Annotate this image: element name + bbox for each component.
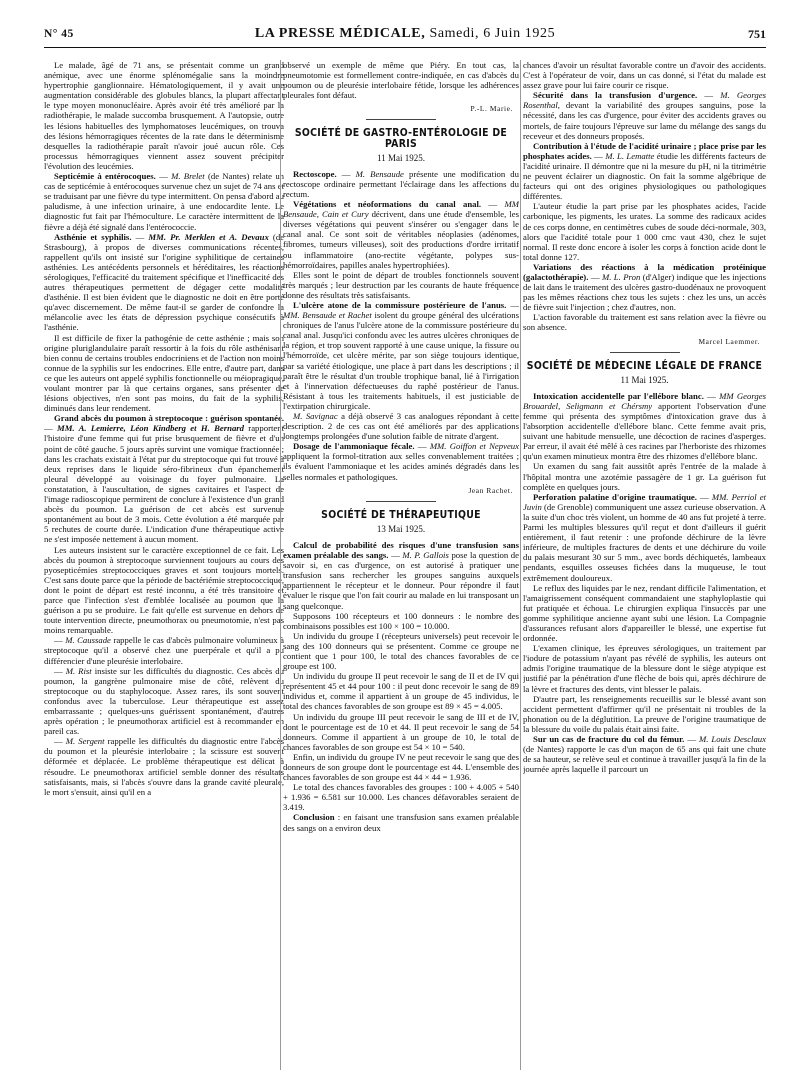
article-text: pose la question de savoir si, en cas d'urgence, on est autorisé à pratiquer une transfusion sans rechercher les groupes sanguins auxquels appartiennent le récepteur et le donneur. Pour répondre il faut évaluer le risque que l'on fait courir au malade en lui transposant un sang quelconque. — [283, 550, 519, 611]
author: M. Bensaude — [355, 168, 404, 179]
column-3 — [523, 60, 766, 1070]
article-text: rappelle le cas d'abcès pulmonaire volumineux à streptocoque qu'il a observé chez une puerpérale et qu'il a pu différencier d'une pleurésie interlobaire. — [44, 635, 284, 666]
column-divider — [520, 60, 521, 1070]
author: M. L. Pron — [601, 271, 641, 282]
author: MM Bensaude, Cain et Cury — [283, 199, 519, 220]
journal-title — [44, 26, 766, 42]
paragraph: Supposons 100 récepteurs et 100 donneurs : le nombre des combinaisons possibles est 100 × 100 = 10.000. — [283, 610, 519, 631]
paragraph: — M. Rist insiste sur les difficultés du diagnostic. Ces abcès du poumon, la gangrène pulmonaire mise de côté, relèvent du streptocoque ou du staphylocoque. Assez rares, ils sont souvent confondus avec la tuberculose. Leur thérapeutique est assez embarrassante ; quelques-uns guérissent spontanément, d'autres après opération ; le pneumothorax artificiel est à recommander en pareil cas. — [44, 665, 284, 737]
section-rule — [366, 501, 436, 502]
author: M. Sergent — [65, 736, 105, 747]
signature: Marcel Laemmer. — [698, 336, 760, 346]
author: MM Georges Brouardel, Seligmann et Chérsmy — [523, 390, 766, 411]
section-date: 11 Mai 1925. — [620, 374, 669, 385]
issue-date: Samedi, 6 Juin 1925 — [429, 26, 556, 41]
paragraph: Un individu du groupe I (récepteurs universels) peut recevoir le sang des 100 donneurs qui se présentent. Comme ce groupe ne contient que 1 pour 100, le total des chances favorables de ce groupe est 100. — [283, 630, 519, 672]
paragraph: Les auteurs insistent sur le caractère exceptionnel de ce fait. Les abcès du poumon à streptocoque surviennent toujours au cours des pyosepticémies streptococciques graves et sont toujours mortels. C'est sans doute parce que la période de bactériémie streptococcique, dont le point de départ est resté inconnu, a été très transitoire et parce que l'infection s'est d'emblée localisée au poumon que la guérison a pu se produire. Le fait qu'elle est survenue en dehors de toute intervention directe, pneumothorax ou pneumotomie, n'est pas moins remarquable. — [44, 544, 284, 636]
paragraph: Un individu du groupe II peut recevoir le sang de II et de IV qui représentent 45 et 44 pour 100 : il peut donc recevoir le sang de 89 individus et, comme il appartient à un groupe de 45 individus, le total des chances favorables de son groupe est 89 × 45 = 4.005. — [283, 671, 519, 712]
paragraph: Calcul de probabilité des risques d'une transfusion sans examen préalable des sangs. — M. P. Gallois pose la question de savoir si, en cas d'urgence, on est autorisé à pratiquer une transfusion sans rechercher les groupes sanguins auxquels appartiennent le récepteur et le donneur. Pour répondre il faut évaluer le risque que l'on fait courir au malade en lui transposant un sang quelconque. — [283, 539, 519, 611]
article-heading: Calcul de probabilité des risques d'une transfusion sans examen préalable des sangs. — [283, 539, 519, 561]
paragraph: Un examen du sang fait aussitôt après l'entrée de la malade à l'hôpital montra une azotémie passagère de 1 gr. La guérison fut complète en quelques jours. — [523, 461, 766, 492]
paragraph: Perforation palatine d'origine traumatique. — MM. Perriol et Juvin (de Grenoble) communiquent une assez curieuse observation. A la suite d'un choc très violent, un homme de 40 ans fut projeté à terre. Parmi les multiples blessures qu'il reçut et dont d'ailleurs il guérit entièrement, il faut retenir : une profonde déchirure de la lèvre inférieure, de multiples fractures de dents et une déchirure du voile du palais mesurant 30 sur 5 mm., avec bords déchiquetés, lambeaux pendants, esquilles osseuses fichées dans la muqueuse, le tout extrêmement douloureux. — [523, 491, 766, 583]
article-heading: Conclusion — [293, 812, 335, 823]
paragraph: Le total des chances favorables des groupes : 100 + 4.005 + 540 + 1.936 = 6.581 sur 10.000. Les chances défavorables seraient de 3.419. — [283, 782, 519, 813]
paragraph: Variations des réactions à la médication protéinique (galactothérapie). — M. L. Pron (d'Alger) indique que les injections de lait dans le traitement des ulcères gastro-duodénaux ne provoquent pas les mêmes réactions chez tous les sujets : chez les uns, un accès de fièvre suit l'injection ; chez d'autres, non. — [523, 261, 766, 313]
section-title: SOCIÉTÉ DE GASTRO-ENTÉROLOGIE DE PARIS — [294, 127, 508, 150]
paragraph: — M. Sergent rappelle les difficultés du diagnostic entre l'abcès du poumon et la pleurésie interlobaire ; la scissure est souvent déformée et déplacée. Le problème thérapeutique est délicat à résoudre. Le pneumothorax artificiel semble donner des résultats satisfaisants, mais, si l'abcès s'ouvre dans la grande cavité pleurale, le mort s'ensuit, ainsi qu'il en a — [44, 736, 284, 797]
article-text: (d'Alger) indique que les injections de lait dans le traitement des ulcères gastro-duodénaux ne provoquent pas les mêmes réactions chez tous les sujets : chez les uns, un accès de fièvre suit l'injection ; chez d'autres, non. — [523, 271, 766, 313]
article-text: apportent l'observation d'une femme qui présenta des symptômes d'intoxication grave dus à l'absorption accidentelle d'ellébore blanc. Cette femme avait pris, suivant une habitude mensuelle, une décoction de racines d'asperges. Par erreur, il avait été mêlé à ces racines par l'herboriste des rhizomes qu'un examen minutieux montra être des rhizomes d'ellébore blanc. — [523, 400, 766, 462]
paragraph: chances d'avoir un résultat favorable contre un d'avoir des accidents. C'est à l'opérateur de voir, dans un cas donné, si l'état du malade est assez grave pour lui faire courir ce risque. — [523, 60, 766, 91]
header-rule — [44, 47, 766, 48]
section-date: 13 Mai 1925. — [376, 523, 426, 534]
section-date: 11 Mai 1925. — [377, 152, 425, 163]
author: MM. A. Lemierre, Léon Kindberg et H. Bernard — [56, 423, 245, 434]
section-rule — [610, 352, 680, 353]
article-heading: Perforation palatine d'origine traumatique. — [533, 491, 697, 502]
article-heading: Rectoscope. — [293, 168, 337, 179]
page-number: 751 — [748, 27, 766, 41]
paragraph: Un individu du groupe III peut recevoir le sang de III et de IV, dont le pourcentage est de 10 et 44. Il peut recevoir le sang de 54 donneurs. Comme il appartient à un groupe de 10, le total de chances favorables de son groupe est 54 × 10 = 540. — [283, 711, 519, 752]
article-text: appliquent la formol-titration aux selles convenablement traitées ; ils évaluent l'ammoniaque et les acides aminés dégradés dans les selles normales et pathologiques. — [283, 451, 519, 482]
author: M. Louis Desclaux — [699, 734, 766, 744]
article-text: rapportent l'histoire d'une femme qui fut prise brusquement de fièvre et d'un point de côté gauche. 5 jours après survint une vomique fractionnée ; dans les crachats existait à l'état pur du streptocoque qui fut trouvé à deux reprises dans le liquide séro-fibrineux d'un épanchement pleural développé au voisinage du foyer pulmonaire. La constatation, à l'auscultation, de signes cavitaires et l'aspect de l'image radioscopique permirent de conclure à l'existence d'un grand abcès du poumon. La guérison de cet abcès est survenue spontanément au bout de 3 mois. Cette évolution a été marquée par 5 rechutes de courte durée. L'indication d'une thérapeutique active ne s'est imposée nettement à aucun moment. — [44, 423, 284, 545]
author: MM. Perriol et Juvin — [523, 491, 766, 512]
page-header — [44, 26, 766, 44]
article-text: (de Strasbourg), à propos de diverses communications récentes, rappellent qu'ils ont insisté sur l'origine syphilitique de certaines asthénies. Les antécédents personnels et héréditaires, les réactions sérologiques, l'efficacité du traitement spécifique et l'inefficacité des autres thérapeutiques permettent de dégager cette modalité d'asthénie. Il est bien évident que le diagnostic ne doit en être porté qu'avec discernement. De même faut-il se garder de confondre la mélancolie avec les états de dépression psychique consécutifs à l'asthénie. — [44, 231, 284, 333]
author: MM. Goiffon et Nepveux — [429, 441, 519, 452]
author: M. Savignac — [293, 411, 338, 421]
column-divider — [280, 60, 281, 1070]
paragraph: Asthénie et syphilis. — MM. Pr. Merklen et A. Devaux (de Strasbourg), à propos de diverses communications récentes, rappellent qu'ils ont insisté sur l'origine syphilitique de certaines asthénies. Les antécédents personnels et héréditaires, les réactions sérologiques, l'efficacité du traitement spécifique et l'inefficacité des autres thérapeutiques permettent de dégager cette modalité d'asthénie. Il est bien évident que le diagnostic ne doit en être porté qu'avec discernement. De même faut-il se garder de confondre la mélancolie avec les états de dépression psychique consécutifs à l'asthénie. — [44, 231, 284, 333]
author: MM. Bensaude et Rachet — [283, 310, 372, 321]
article-heading: L'ulcère atone de la commissure postérieure de l'anus. — [293, 299, 507, 310]
article-text: étudie les différents facteurs de l'acidité urinaire. Il démontre que ni la mesure du pH, ni la titrimétrie ne peuvent éclairer un diagnostic. On fait la somme algébrique de facteurs qui ont des origines physiologiques ou pathologiques différentes. — [523, 150, 766, 202]
author: M. Caussade — [65, 635, 111, 646]
article-text: isolent du groupe général des ulcérations chroniques de l'anus l'ulcère atone de la commissure postérieure du canal anal. Jusqu'ici confondu avec les autres ulcères chroniques de la région, et trop souvent rapporté à une cause unique, la fissure ou l'hémorroïde, cet ulcère mérite, par son siège toujours identique, par sa variété étiologique, une place à part dans les descriptions ; il paraît être le résultat d'un trouble trophique banal, lié à l'irrigation et à l'innervation défectueuses du raphé postérieur de l'anus. Résistant à tous les traitements habituels, il est justiciable de l'extirpation chirurgicale. — [283, 310, 519, 411]
article-text: a déjà observé 3 cas analogues répondant à cette description. 2 de ces cas ont été améliorés par des applications longtemps prolongées d'une solution faible de nitrate d'argent. — [283, 411, 519, 442]
section-title: SOCIÉTÉ DE THÉRAPEUTIQUE — [321, 508, 481, 521]
issue-number: N° 45 — [44, 28, 74, 40]
article-heading: Intoxication accidentelle par l'ellébore blanc. — [533, 390, 704, 401]
article-text: décrivent, dans une étude d'ensemble, les diverses végétations qui peuvent s'insérer ou s'engager dans le canal anal. Ce sont soit de véritables néoplasies (adénomes, fibromes, tumeurs villeuses), soit des productions d'ordre irritatif ou inflammatoire (ano-rectite végétante, polypes sus-hémorroïdaires, papilles anales hypertrophiées). — [283, 209, 519, 270]
paragraph: Le reflux des liquides par le nez, rendant difficile l'alimentation, et l'amaigrissement conséquent commandaient une staphyloplastie qui fut pratiquée et échoua. Le chirurgien expliqua l'insuccès par une gomme syphilitique ancienne ayant subi une lésion. La Compagnie d'assurances refusant alors d'appareiller le blessé, une expertise fut ordonnée. — [523, 582, 766, 644]
paragraph: Rectoscope. — M. Bensaude présente une modification du rectoscope ordinaire permettant l'éclairage dans les affections du rectum. — [283, 168, 519, 199]
column-1 — [44, 60, 284, 1070]
article-heading: Contribution à l'étude de l'acidité urinaire ; place prise par les phosphates acides. — [523, 140, 766, 161]
paragraph: — M. Caussade rappelle le cas d'abcès pulmonaire volumineux à streptocoque qu'il a observé chez une puerpérale et qu'il a pu différencier d'une pleurésie interlobaire. — [44, 635, 284, 666]
paragraph: Dosage de l'ammoniaque fécale. — MM. Goiffon et Nepveux appliquent la formol-titration aux selles convenablement traitées ; ils évaluent l'ammoniaque et les acides aminés dégradés dans les selles normales et pathologiques. — [283, 441, 519, 482]
article-heading: Végétations et néoformations du canal anal. — [293, 199, 482, 210]
paragraph: Végétations et néoformations du canal anal. — MM Bensaude, Cain et Cury décrivent, dans une étude d'ensemble, les diverses végétations qui peuvent s'insérer ou s'engager dans le canal anal. Ce sont soit de véritables néoplasies (adénomes, fibromes, tumeurs villeuses), soit des productions d'ordre irritatif ou inflammatoire (ano-rectite végétante, polypes sus-hémorroïdaires, papilles anales hypertrophiées). — [283, 199, 519, 270]
article-text: présente une modification du rectoscope ordinaire permettant l'éclairage dans les affections du rectum. — [283, 168, 519, 199]
article-text: (de Nantes) rapporte le cas d'un maçon de 65 ans qui fait une chute de sa hauteur, se relève seul et continue à travailler jusqu'à la fin de la journée après laquelle il parcourt un — [523, 744, 766, 775]
paragraph: Intoxication accidentelle par l'ellébore blanc. — MM Georges Brouardel, Seligmann et Chérsmy apportent l'observation d'une femme qui présenta des symptômes d'intoxication grave dus à l'absorption accidentelle d'ellébore blanc. Cette femme avait pris, suivant une habitude mensuelle, une décoction de racines d'asperges. Par erreur, il avait été mêlé à ces racines par l'herboriste des rhizomes qu'un examen minutieux montra être des rhizomes d'ellébore blanc. — [523, 390, 766, 462]
section-rule — [366, 119, 436, 120]
signature: P.-L. Marie. — [470, 104, 513, 114]
paragraph: Le malade, âgé de 71 ans, se présentait comme un grand anémique, avec une énorme splénomégalie sans la moindre hypertrophie ganglionnaire. Hématologiquement, il y avait une augmentation considérable des globules blancs, la plupart affectant le type moyen mononucléaire. Après avoir été très amélioré par la radiothérapie, le malade succomba brusquement. A l'autopsie, outre les lésions habituelles des lymphomatoses leucémiques, on trouva des lésions hémorragiques récentes de la rate dans le déterminisme desquelles la radiothérapie paraît n'avoir joué aucun rôle. Ces processus hémorragiques viennent assez souvent précipiter l'évolution des leucémies. — [44, 60, 284, 171]
paragraph: Sécurité dans la transfusion d'urgence. — M. Georges Rosenthal, devant la variabilité des groupes sanguins, pose la nécessité, dans les cas d'urgence, pour éviter des accidents graves ou mortels, de faire toujours l'épreuve sur lame du mélange des sangs du receveur et des donneurs proposés. — [523, 90, 766, 141]
signature: Jean Rachet. — [468, 485, 513, 495]
article-text: , devant la variabilité des groupes sanguins, pose la nécessité, dans les cas d'urgence, pour éviter des accidents graves ou mortels, de faire toujours l'épreuve sur lame du mélange des sangs du receveur et des donneurs proposés. — [523, 100, 766, 141]
author: M. Brelet — [171, 171, 205, 182]
article-text: (de Grenoble) communiquent une assez curieuse observation. A la suite d'un choc très violent, un homme de 40 ans fut projeté à terre. Parmi les multiples blessures qu'il reçut et dont d'ailleurs il guérit entièrement, il faut retenir : une profonde déchirure de la lèvre inférieure, de multiples fractures de dents et une déchirure du voile du palais mesurant 30 sur 5 mm., avec bords déchiquetés, lambeaux pendants, esquilles osseuses fichées dans la muqueuse, le tout extrêmement douloureux. — [523, 501, 766, 583]
article-heading: Grand abcès du poumon à streptocoque : guérison spontanée. — [54, 413, 284, 424]
article-text: (de Nantes) relate un cas de septicémie à entérocoques survenue chez un sujet de 74 ans et se traduisant par une fièvre du type intermittent. On pensa d'abord au paludisme, à une infection urinaire, à une endocardite lente. Le diagnostic fut fait par l'hémoculture. Le caractère intermittent de la fièvre a déjà été signalé dans l'entérococcie. — [44, 171, 284, 232]
paragraph: Grand abcès du poumon à streptocoque : guérison spontanée. — MM. A. Lemierre, Léon Kindberg et H. Bernard rapportent l'histoire d'une femme qui fut prise brusquement de fièvre et d'un point de côté gauche. 5 jours après survint une vomique fractionnée ; dans les crachats existait à l'état pur du streptocoque qui fut trouvé à deux reprises dans le liquide séro-fibrineux d'un épanchement pleural développé au voisinage du foyer pulmonaire. La constatation, à l'auscultation, de signes cavitaires et l'aspect de l'image radioscopique permirent de conclure à l'existence d'un grand abcès du poumon. La guérison de cet abcès est survenue spontanément au bout de 3 mois. Cette évolution a été marquée par 5 rechutes de courte durée. L'indication d'une thérapeutique active ne s'est imposée nettement à aucun moment. — [44, 413, 284, 545]
paragraph: Il est difficile de fixer la pathogénie de cette asthénie ; mais son origine pluriglandulaire paraît ressortir à la fois du rôle asthénisant bien connu de certains troubles endocriniens et de l'action non moins connue de la syphilis sur les endocrines. Elle entre, d'autre part, dans ce que les auteurs ont appelé syphilis fonctionnelle ou méiopragique, voulant montrer par là que certains organes, sans présenter de lésions objectives, n'en sont pas moins, du fait de la syphilis, diminués dans leur rendement. — [44, 332, 284, 414]
article-heading: Asthénie et syphilis. — [54, 231, 132, 242]
author: M. L. Lematte — [605, 150, 655, 161]
paragraph: L'ulcère atone de la commissure postérieure de l'anus. — MM. Bensaude et Rachet isolent du groupe général des ulcérations chroniques de l'anus l'ulcère atone de la commissure postérieure du canal anal. Jusqu'ici confondu avec les autres ulcères chroniques de la région, et trop souvent rapporté à une cause unique, la fissure ou l'hémorroïde, cet ulcère mérite, par son siège toujours identique, par sa variété étiologique, une place à part dans les descriptions ; il paraît être le résultat d'un trouble trophique banal, lié à l'irrigation et à l'innervation défectueuses du raphé postérieur de l'anus. Résistant à tous les traitements habituels, il est justiciable de l'extirpation chirurgicale. — [283, 299, 519, 411]
article-heading: Variations des réactions à la médication protéinique (galactothérapie). — [523, 261, 766, 282]
paragraph — [283, 411, 519, 441]
article-heading: Sécurité dans la transfusion d'urgence. — [533, 90, 698, 101]
article-text: : en faisant une transfusion sans examen préalable des sangs on a environ deux — [283, 812, 519, 833]
article-text: insiste sur les difficultés du diagnostic. Ces abcès du poumon, la gangrène pulmonaire mise de côté, relèvent du streptocoque ou du staphylocoque. Assez rares, ils sont souvent confondus avec la tuberculose. Leur thérapeutique est assez embarrassante ; quelques-uns guérissent spontanément, d'autres après opération ; le pneumothorax artificiel est à recommander en pareil cas. — [44, 665, 284, 737]
article-heading: Septicémie à entérocoques. — [54, 171, 156, 182]
paragraph: L'examen clinique, les épreuves sérologiques, un traitement par l'iodure de potassium n'ayant pas révélé de syphilis, les auteurs ont admis l'origine traumatique de la blessure dont le siège atypique est justifié par la pénétration d'une flèche de bois qui, après déchirure de la lèvre et fractures des dents, vint blesser le palais. — [523, 643, 766, 694]
author: M. Rist — [65, 665, 92, 676]
paragraph: Contribution à l'étude de l'acidité urinaire ; place prise par les phosphates acides. — M. L. Lematte étudie les différents facteurs de l'acidité urinaire. Il démontre que ni la mesure du pH, ni la titrimétrie ne peuvent éclairer un diagnostic. On fait la somme algébrique de facteurs qui ont des origines physiologiques ou pathologiques différentes. — [523, 140, 766, 202]
section-title: SOCIÉTÉ DE MÉDECINE LÉGALE DE FRANCE — [526, 359, 763, 372]
journal-name: LA PRESSE MÉDICALE, — [254, 26, 426, 41]
paragraph: observé un exemple de même que Piéry. En tout cas, la pneumotomie est formellement contre-indiquée, en cas d'abcès du poumon ou de pleurésie interlobaire fétide, lorsque les adhérences pleurales font défaut. — [283, 60, 519, 101]
author: M. Georges Rosenthal — [523, 90, 766, 111]
paragraph: L'auteur étudie la part prise par les phosphates acides, l'acide carbonique, les pigments, les urates. La somme des radicaux acides de ces corps donne, en centimètres cubes de soude déci-normale, 303, alors que l'acidité totale pour 1 000 cmc vaut 430, chez le sujet normal. Il reste donc encore à isoler les corps à fonction acide dont le total donne 127. — [523, 201, 766, 262]
paragraph: D'autre part, les renseignements recueillis sur le blessé avant son accident permettent d'affirmer qu'il ne présentait ni troubles de la phonation ou de la déglutition. La preuve de l'origine traumatique de la blessure du voile du palais était ainsi faite. — [523, 693, 766, 734]
paragraph: L'action favorable du traitement est sans relation avec la fièvre ou son absence. — [523, 312, 766, 333]
author: M. P. Gallois — [402, 550, 449, 561]
article-heading: Sur un cas de fracture du col du fémur. — [533, 734, 685, 744]
paragraph — [283, 812, 519, 832]
paragraph: Enfin, un individu du groupe IV ne peut recevoir le sang que des donneurs de son groupe dont le pourcentage est 44. L'ensemble des chances favorables de son groupe est 44 × 44 = 1.936. — [283, 751, 519, 783]
author: MM. Pr. Merklen et A. Devaux — [148, 231, 269, 242]
paragraph: Elles sont le point de départ de troubles fonctionnels souvent très marqués ; leur destruction par les courants de haute fréquence donne des résultats très satisfaisants. — [283, 269, 519, 300]
article-heading: Dosage de l'ammoniaque fécale. — [293, 441, 415, 452]
paragraph: Septicémie à entérocoques. — M. Brelet (de Nantes) relate un cas de septicémie à entérocoques survenue chez un sujet de 74 ans et se traduisant par une fièvre du type intermittent. On pensa d'abord au paludisme, à une infection urinaire, à une endocardite lente. Le diagnostic fut fait par l'hémoculture. Le caractère intermittent de la fièvre a déjà été signalé dans l'entérococcie. — [44, 171, 284, 232]
column-2 — [283, 60, 519, 1070]
paragraph: Sur un cas de fracture du col du fémur. — M. Louis Desclaux (de Nantes) rapporte le cas d'un maçon de 65 ans qui fait une chute de sa hauteur, se relève seul et continue à travailler jusqu'à la fin de la journée après laquelle il parcourt un — [523, 734, 766, 775]
article-text: rappelle les difficultés du diagnostic entre l'abcès du poumon et la pleurésie interlobaire ; la scissure est souvent déformée et déplacée. Le problème thérapeutique est délicat à résoudre. Le pneumothorax artificiel semble donner des résultats satisfaisants, mais, si l'abcès s'ouvre dans la grande cavité pleurale, le mort s'ensuit, ainsi qu'il en a — [44, 736, 284, 797]
